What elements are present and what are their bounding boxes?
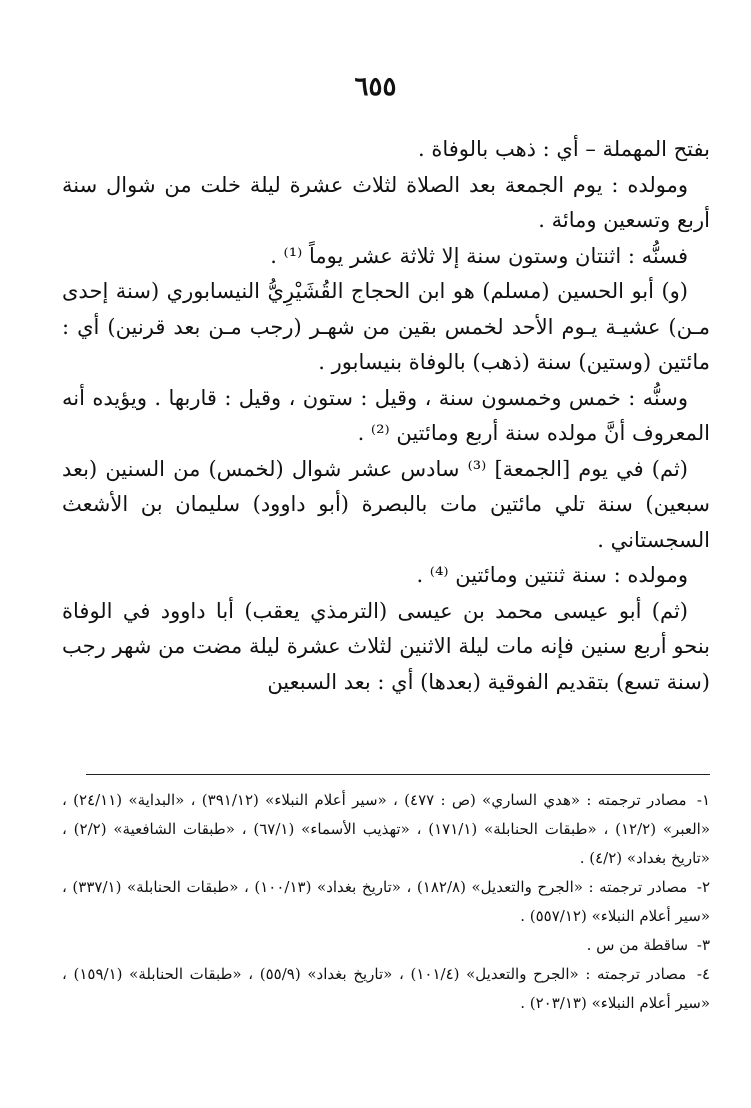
paragraph-5: وسنُّه : خمس وخمسون سنة ، وقيل : ستون ، وقيل : قاربها . ويؤيده أنه المعروف أنَّ مولده سنة أربع ومائتين ⁽²⁾ . <box>62 385 710 445</box>
footnote-number: ١- <box>696 791 711 809</box>
paragraph-2: ومولده : يوم الجمعة بعد الصلاة لثلاث عشرة ليلة خلت من شوال سنة أربع وتسعين ومائة . <box>62 172 710 232</box>
footnote-4 <box>62 960 710 1018</box>
paragraph-6: (ثم) في يوم [الجمعة] ⁽³⁾ سادس عشر شوال (لخمس) من السنين (بعد سبعين) سنة تلي مائتين مات بالبصرة (أبو داوود) سليمان بن الأشعث السجستاني . <box>62 456 710 552</box>
footnote-text: مصادر ترجمته : «الجرح والتعديل» (١٨٢/٨) ، «تاريخ بغداد» (١٠٠/١٣) ، «طبقات الحنابلة» (٣٣٧/١) ، «سير أعلام النبلاء» (٥٥٧/١٢) . <box>62 878 710 925</box>
paragraph-7: ومولده : سنة ثنتين ومائتين ⁽⁴⁾ . <box>416 563 688 587</box>
paragraph-1: بفتح المهملة – أي : ذهب بالوفاة . <box>418 137 710 161</box>
footnote-number: ٤- <box>696 965 710 983</box>
footnotes <box>62 786 710 1018</box>
footnote-text: مصادر ترجمته : «الجرح والتعديل» (١٠١/٤) ، «تاريخ بغداد» (٥٥/٩) ، «طبقات الحنابلة» (١٥٩/١) ، «سير أعلام النبلاء» (٢٠٣/١٣) . <box>62 965 710 1012</box>
footnote-text: مصادر ترجمته : «هدي الساري» (ص : ٤٧٧) ، «سير أعلام النبلاء» (٣٩١/١٢) ، «البداية» (٢٤/١١) ، «العبر» (١٢/٢) ، «طبقات الحنابلة» (١٧١/١) ، «تهذيب الأسماء» (٦٧/١) ، «طبقات الشافعية» (٢/٢) ، «تاريخ بغداد» (٤/٢) . <box>62 791 710 867</box>
footnote-number: ٣- <box>696 936 710 954</box>
footnote-text: ساقطة من س . <box>586 936 689 954</box>
main-text <box>62 132 710 700</box>
footnote-number: ٢- <box>696 878 710 896</box>
footnote-2 <box>62 873 710 931</box>
footnote-1 <box>62 786 710 873</box>
page-number: ٦٥٥ <box>354 72 397 102</box>
footnote-separator <box>86 774 710 775</box>
paragraph-4: (و) أبو الحسين (مسلم) هو ابن الحجاج القُشَيْرِيُّ النيسابوري (سنة إحدى مـن) عشيـة يـوم الأحد لخمس بقين من شهـر (رجب مـن بعد قرنين) أي : مائتين (وستين) سنة (ذهب) بالوفاة بنيسابور . <box>62 279 710 374</box>
paragraph-8: (ثم) أبو عيسى محمد بن عيسى (الترمذي يعقب) أبا داوود في الوفاة بنحو أربع سنين فإنه مات ليلة الاثنين لثلاث عشرة ليلة مضت من شهر رجب (سنة تسع) بتقديم الفوقية (بعدها) أي : بعد السبعين <box>62 598 710 694</box>
paragraph-3: فسنُّه : اثنتان وستون سنة إلا ثلاثة عشر يوماً ⁽¹⁾ . <box>270 243 688 268</box>
footnote-3 <box>62 931 710 960</box>
